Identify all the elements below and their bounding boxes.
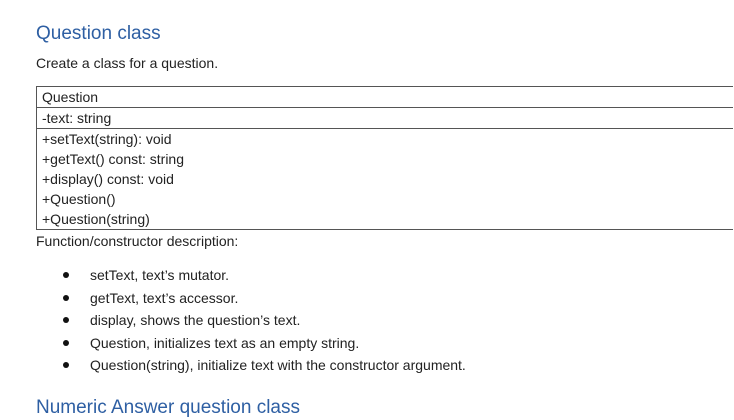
uml-method: +getText() const: string: [42, 151, 185, 167]
description-list: [36, 264, 466, 377]
uml-class-diagram: [36, 86, 733, 230]
bullet-icon: [63, 340, 69, 346]
list-item-text: display, shows the question’s text.: [90, 312, 301, 328]
description-label: Function/constructor description:: [36, 233, 239, 249]
uml-methods-section: [37, 129, 733, 229]
list-item-text: getText, text’s accessor.: [90, 289, 239, 306]
list-item: [36, 354, 466, 377]
uml-method: +Question(string): [42, 211, 150, 227]
uml-attribute: -text: string: [42, 110, 112, 126]
uml-class-name: Question: [42, 89, 99, 105]
bullet-icon: [63, 295, 69, 301]
list-item-text: Question, initializes text as an empty string.: [90, 334, 360, 351]
list-item-text: setText, text’s mutator.: [90, 267, 230, 283]
list-item: [36, 264, 466, 287]
section-title: Question class: [36, 23, 161, 44]
list-item: [36, 309, 466, 332]
section-intro: Create a class for a question.: [36, 55, 219, 71]
list-item: [36, 332, 466, 355]
bullet-icon: [63, 272, 69, 278]
bullet-icon: [63, 317, 69, 323]
uml-class-name-section: [37, 87, 733, 108]
uml-attributes-section: [37, 108, 733, 129]
list-item: [36, 287, 466, 310]
list-item-text: Question(string), initialize text with the constructor argument.: [90, 357, 466, 373]
uml-method: +setText(string): void: [42, 131, 172, 147]
uml-method: +Question(): [42, 191, 116, 207]
bullet-icon: [63, 362, 69, 368]
uml-method: +display() const: void: [42, 171, 174, 187]
next-section-title: Numeric Answer question class: [36, 397, 300, 418]
